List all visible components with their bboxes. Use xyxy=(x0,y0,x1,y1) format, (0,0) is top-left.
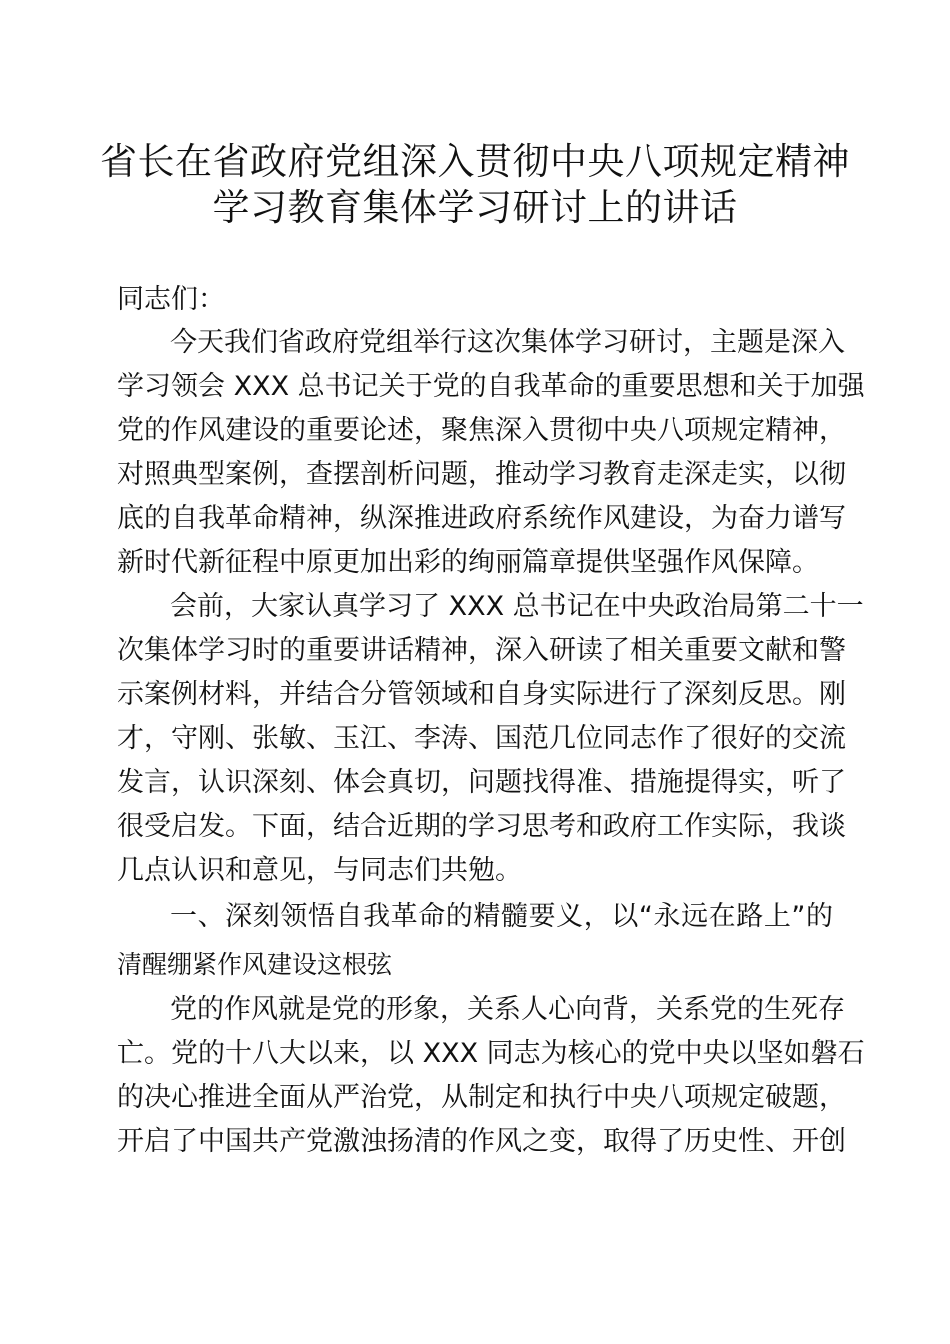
paragraph-2-line-1: 会前，大家认真学习了 XXX 总书记在中央政治局第二十一 xyxy=(170,591,864,622)
document-title-line-1: 省长在省政府党组深入贯彻中央八项规定精神 xyxy=(100,140,850,183)
paragraph-3-line-2: 亡。党的十八大以来，以 XXX 同志为核心的党中央以坚如磐石 xyxy=(117,1038,865,1069)
paragraph-2-line-2: 次集体学习时的重要讲话精神，深入研读了相关重要文献和警 xyxy=(117,635,846,666)
section-heading-line-1: 一、深刻领悟自我革命的精髓要义，以“永远在路上”的 xyxy=(170,901,833,932)
paragraph-1-line-1: 今天我们省政府党组举行这次集体学习研讨，主题是深入 xyxy=(170,327,845,358)
paragraph-1-line-4: 对照典型案例，查摆剖析问题，推动学习教育走深走实，以彻 xyxy=(117,459,846,490)
paragraph-2-line-3: 示案例材料，并结合分管领域和自身实际进行了深刻反思。刚 xyxy=(117,679,846,710)
paragraph-2-line-4: 才，守刚、张敏、玉江、李涛、国范几位同志作了很好的交流 xyxy=(117,723,846,754)
paragraph-2-line-6: 很受启发。下面，结合近期的学习思考和政府工作实际，我谈 xyxy=(117,811,846,842)
document-title-line-2: 学习教育集体学习研讨上的讲话 xyxy=(212,186,738,229)
paragraph-3-line-4: 开启了中国共产党激浊扬清的作风之变，取得了历史性、开创 xyxy=(117,1126,846,1157)
paragraph-1-line-5: 底的自我革命精神，纵深推进政府系统作风建设，为奋力谱写 xyxy=(117,503,846,534)
paragraph-2-line-5: 发言，认识深刻、体会真切，问题找得准、措施提得实，听了 xyxy=(117,767,846,798)
paragraph-3-line-1: 党的作风就是党的形象，关系人心向背，关系党的生死存 xyxy=(170,994,845,1025)
section-heading-line-2: 清醒绷紧作风建设这根弦 xyxy=(117,950,393,979)
paragraph-3-line-3: 的决心推进全面从严治党，从制定和执行中央八项规定破题， xyxy=(117,1082,846,1113)
paragraph-2-line-7: 几点认识和意见，与同志们共勉。 xyxy=(117,855,522,886)
paragraph-1-line-2: 学习领会 XXX 总书记关于党的自我革命的重要思想和关于加强 xyxy=(117,371,865,402)
salutation: 同志们： xyxy=(117,284,225,315)
paragraph-1-line-3: 党的作风建设的重要论述，聚焦深入贯彻中央八项规定精神， xyxy=(117,415,846,446)
paragraph-1-line-6: 新时代新征程中原更加出彩的绚丽篇章提供坚强作风保障。 xyxy=(117,547,819,578)
